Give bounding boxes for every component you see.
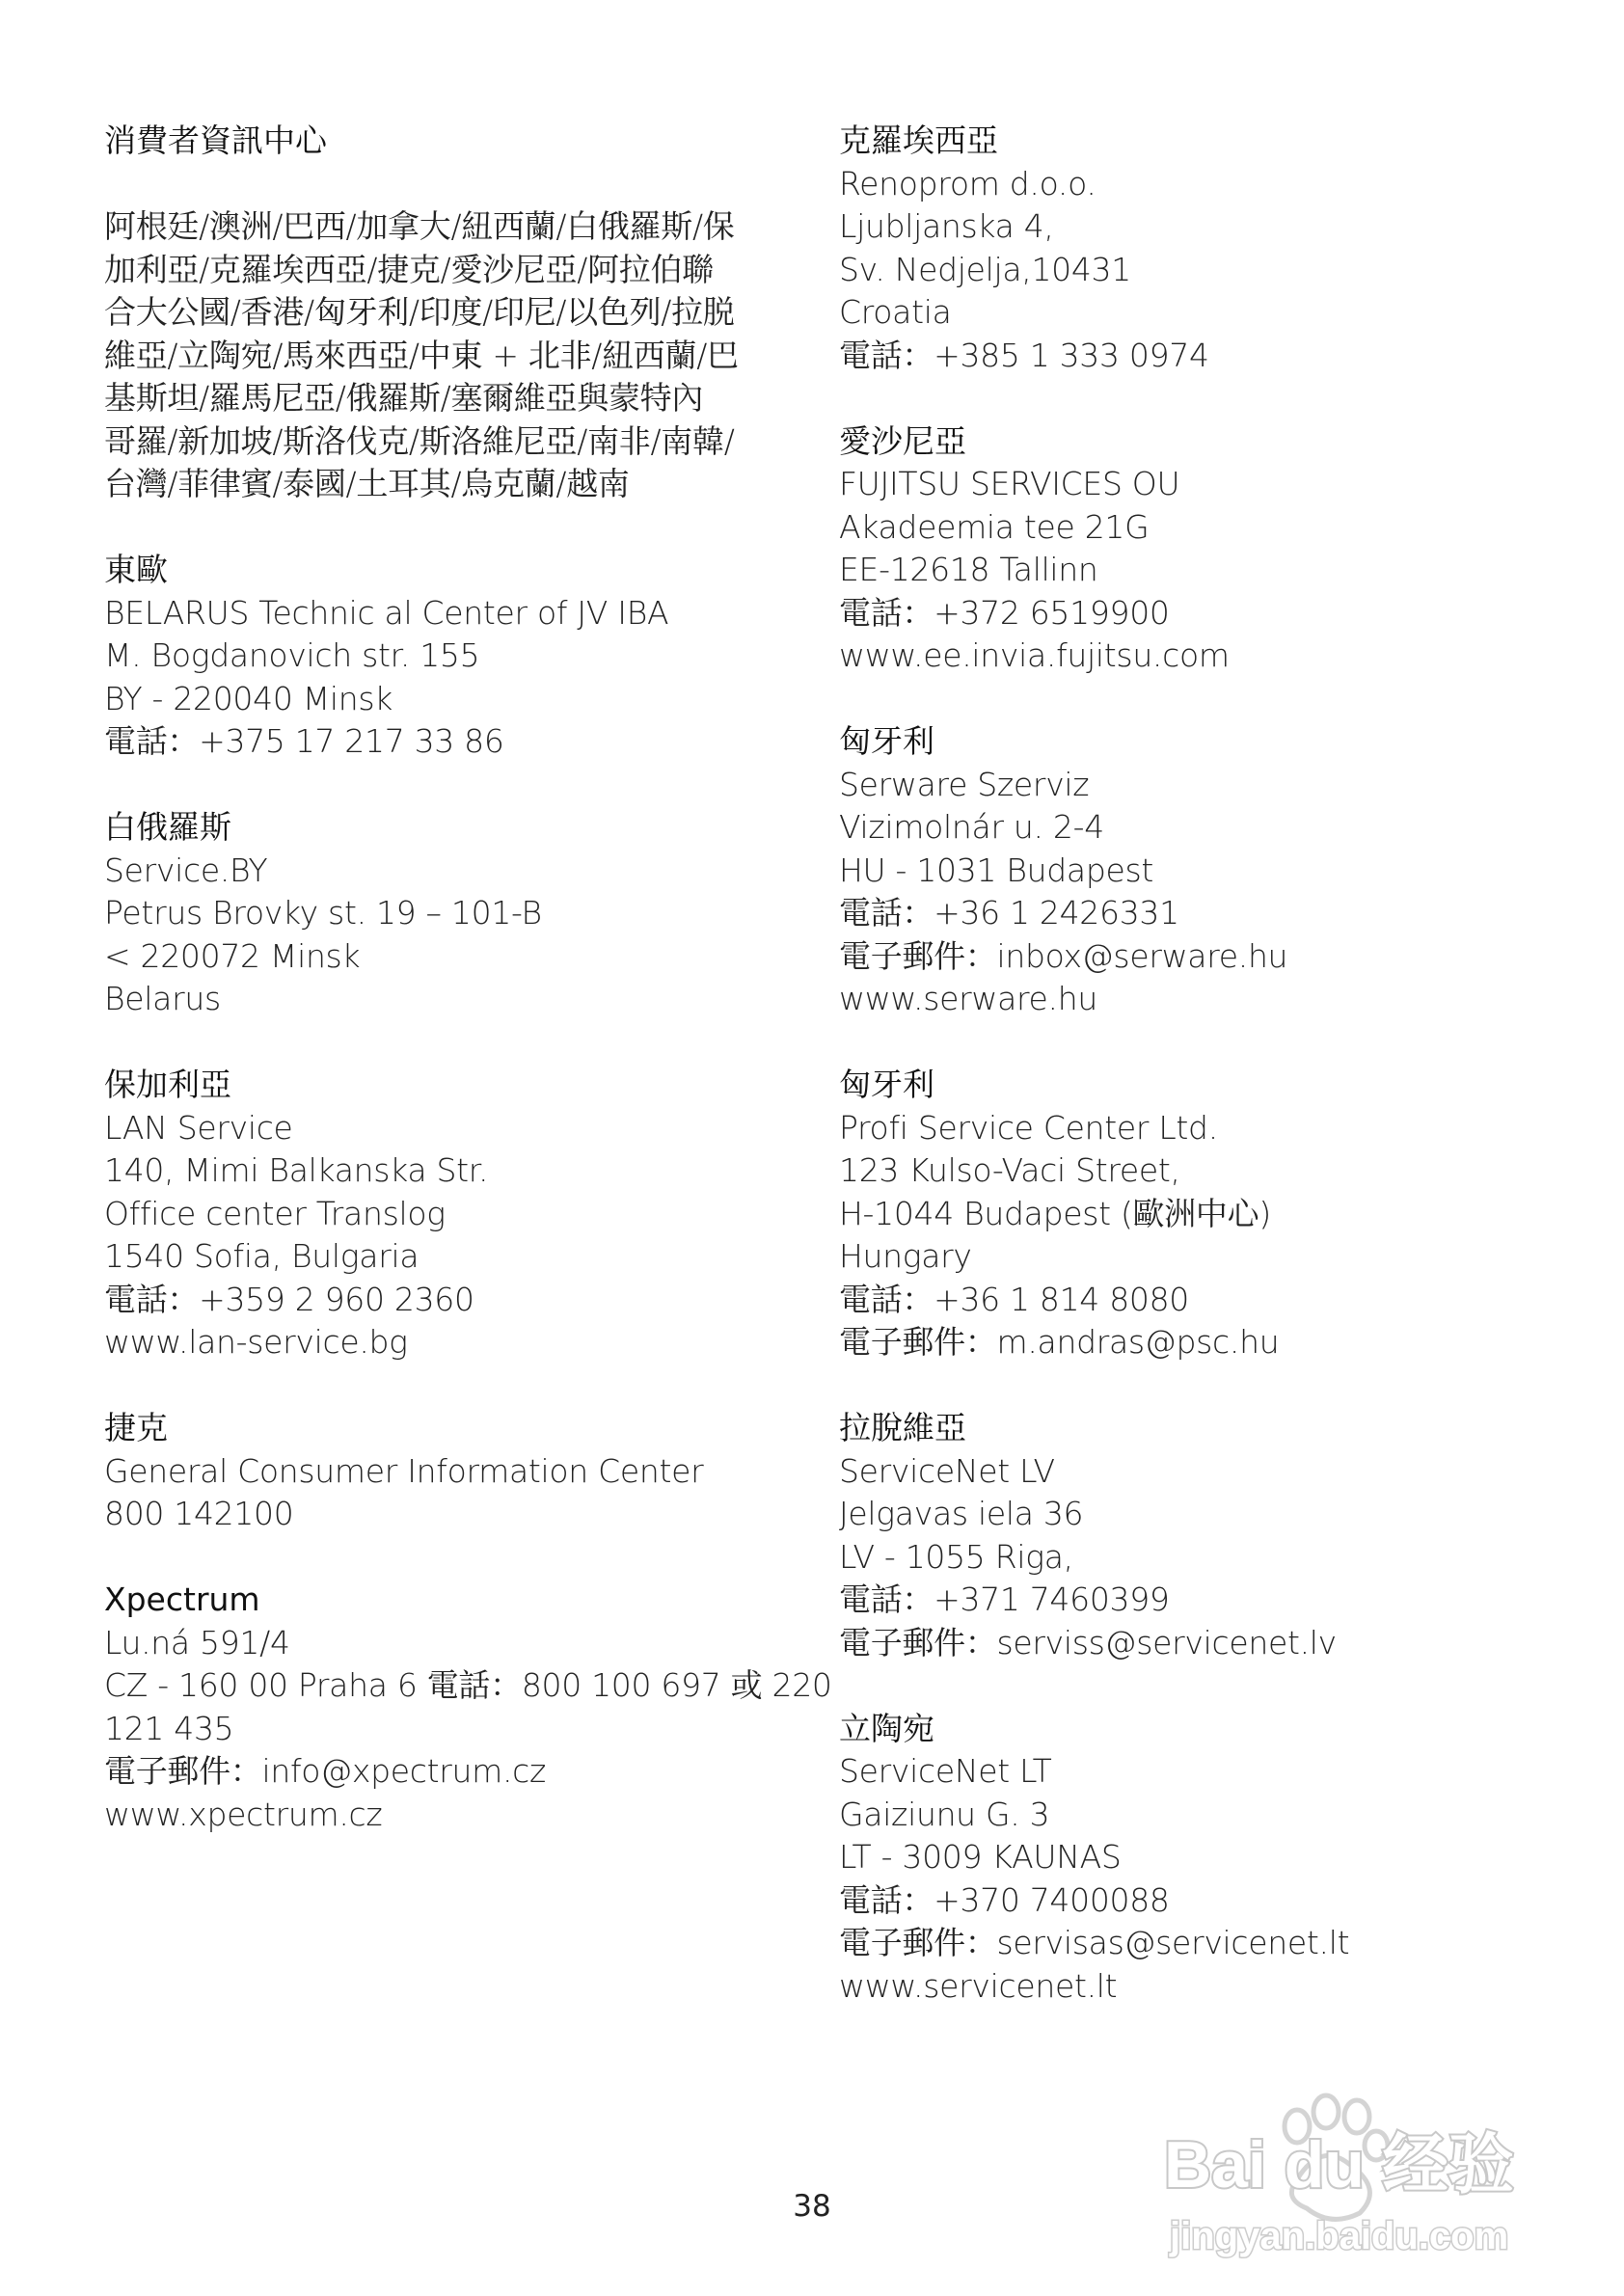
phone-line: 電話：+36 1 814 8080: [839, 1280, 1189, 1318]
address-line: General Consumer Information Center: [104, 1451, 704, 1490]
website-link[interactable]: www.ee.invia.fujitsu.com: [839, 636, 1230, 674]
address-line: CZ - 160 00 Praha 6 電話：800 100 697 或 220: [104, 1666, 832, 1704]
country-list-line: 哥羅/新加坡/斯洛伐克/斯洛維尼亞/南非/南韓/: [104, 421, 735, 460]
address-line: EE-12618 Tallinn: [839, 551, 1098, 588]
section-heading: 消費者資訊中心: [104, 122, 327, 159]
phone-line: 電話：+371 7460399: [839, 1580, 1170, 1618]
address-line: BY - 220040 Minsk: [104, 679, 393, 717]
section-heading: 拉脫維亞: [839, 1409, 966, 1446]
country-list-line: 台灣/菲律賓/泰國/土耳其/烏克蘭/越南: [104, 465, 630, 502]
section-heading: 白俄羅斯: [104, 808, 231, 846]
contact-section-latvia: [839, 1407, 1553, 1664]
right-column: [839, 120, 1553, 2051]
section-heading: 匈牙利: [839, 722, 934, 760]
address-line: Gaiziunu G. 3: [839, 1795, 1050, 1833]
website-link[interactable]: www.servicenet.lt: [839, 1966, 1118, 2005]
email-link[interactable]: 電子郵件：inbox@serware.hu: [839, 936, 1288, 975]
phone-line: 電話：+375 17 217 33 86: [104, 722, 504, 760]
contact-section-belarus: [104, 806, 808, 1021]
baidu-jingyan-watermark: [1152, 2073, 1557, 2266]
address-line: Hungary: [839, 1237, 972, 1275]
email-link[interactable]: 電子郵件：m.andras@psc.hu: [839, 1323, 1280, 1361]
contact-section-hungary-profi: [839, 1064, 1553, 1364]
phone-line: 電話：+372 6519900: [839, 593, 1170, 632]
contact-section-eastern-europe: [104, 549, 808, 764]
phone-line: 電話：+359 2 960 2360: [104, 1280, 474, 1318]
contact-section-lithuania: [839, 1708, 1553, 2009]
country-list-line: 合大公國/香港/匈牙利/印度/印尼/以色列/拉脱: [104, 293, 735, 331]
website-link[interactable]: www.xpectrum.cz: [104, 1795, 383, 1833]
address-line: HU - 1031 Budapest: [839, 851, 1154, 889]
address-line: Croatia: [839, 293, 952, 331]
address-line: ServiceNet LT: [839, 1752, 1052, 1790]
address-line: Vizimolnár u. 2-4: [839, 808, 1104, 846]
address-line: ServiceNet LV: [839, 1451, 1055, 1490]
address-line: BELARUS Technic al Center of JV IBA: [104, 593, 669, 632]
section-heading: 立陶宛: [839, 1709, 934, 1747]
contact-section-czech: [104, 1407, 808, 1536]
address-line: Renoprom d.o.o.: [839, 164, 1096, 203]
watermark-brand: Bai du 经验: [1164, 2128, 1514, 2201]
watermark-url: jingyan.baidu.com: [1170, 2215, 1509, 2257]
section-heading: 東歐: [104, 551, 168, 588]
address-line: 123 Kulso-Vaci Street,: [839, 1151, 1180, 1189]
address-line: Office center Translog: [104, 1194, 446, 1232]
address-line: 140, Mimi Balkanska Str.: [104, 1151, 489, 1189]
contact-section-hungary-serware: [839, 720, 1553, 1021]
address-line: Belarus: [104, 980, 221, 1017]
address-line: LAN Service: [104, 1108, 293, 1147]
address-line: H-1044 Budapest (歐洲中心): [839, 1194, 1271, 1232]
website-link[interactable]: www.lan-service.bg: [104, 1323, 408, 1361]
email-link[interactable]: 電子郵件：servisas@servicenet.lt: [839, 1924, 1350, 1961]
contact-section-xpectrum: [104, 1579, 832, 1836]
country-list-line: 加利亞/克羅埃西亞/捷克/愛沙尼亞/阿拉伯聯: [104, 250, 714, 288]
intro-section: [104, 120, 808, 506]
address-line: Jelgavas iela 36: [839, 1495, 1084, 1532]
address-line: Sv. Nedjelja,10431: [839, 250, 1131, 288]
phone-line: 121 435: [104, 1709, 234, 1747]
address-line: LT - 3009 KAUNAS: [839, 1838, 1122, 1876]
address-line: Serware Szerviz: [839, 765, 1090, 803]
section-heading: 愛沙尼亞: [839, 421, 966, 460]
phone-line: 電話：+36 1 2426331: [839, 894, 1179, 932]
address-line: Profi Service Center Ltd.: [839, 1108, 1218, 1147]
address-line: 1540 Sofia, Bulgaria: [104, 1237, 420, 1275]
address-line: Ljubljanska 4,: [839, 207, 1054, 245]
phone-line: 電話：+370 7400088: [839, 1880, 1170, 1919]
address-line: < 220072 Minsk: [104, 936, 361, 975]
address-line: M. Bogdanovich str. 155: [104, 636, 480, 674]
address-line: Petrus Brovky st. 19 – 101-B: [104, 894, 542, 932]
website-link[interactable]: www.serware.hu: [839, 980, 1097, 1017]
phone-line: 800 142100: [104, 1495, 294, 1532]
address-line: Lu.ná 591/4: [104, 1623, 290, 1661]
country-list-line: 阿根廷/澳洲/巴西/加拿大/紐西蘭/白俄羅斯/保: [104, 207, 735, 245]
section-heading: 保加利亞: [104, 1066, 231, 1103]
contact-section-bulgaria: [104, 1064, 808, 1364]
email-link[interactable]: 電子郵件：serviss@servicenet.lv: [839, 1623, 1337, 1661]
address-line: FUJITSU SERVICES OU: [839, 465, 1180, 502]
country-list-line: 維亞/立陶宛/馬來西亞/中東 + 北非/紐西蘭/巴: [104, 336, 739, 374]
contact-section-estonia: [839, 420, 1553, 678]
address-line: Akadeemia tee 21G: [839, 507, 1150, 546]
page-number: 38: [793, 2189, 831, 2224]
contact-section-croatia: [839, 120, 1553, 377]
section-heading: 匈牙利: [839, 1066, 934, 1103]
left-column: [104, 120, 832, 1879]
country-list-line: 基斯坦/羅馬尼亞/俄羅斯/塞爾維亞與蒙特內: [104, 379, 704, 417]
address-line: LV - 1055 Riga,: [839, 1537, 1073, 1576]
phone-line: 電話：+385 1 333 0974: [839, 336, 1209, 374]
section-heading: Xpectrum: [104, 1580, 260, 1618]
section-heading: 克羅埃西亞: [839, 122, 998, 159]
email-link[interactable]: 電子郵件：info@xpectrum.cz: [104, 1752, 547, 1790]
country-list: [104, 205, 808, 506]
section-heading: 捷克: [104, 1409, 168, 1446]
address-line: Service.BY: [104, 851, 268, 889]
